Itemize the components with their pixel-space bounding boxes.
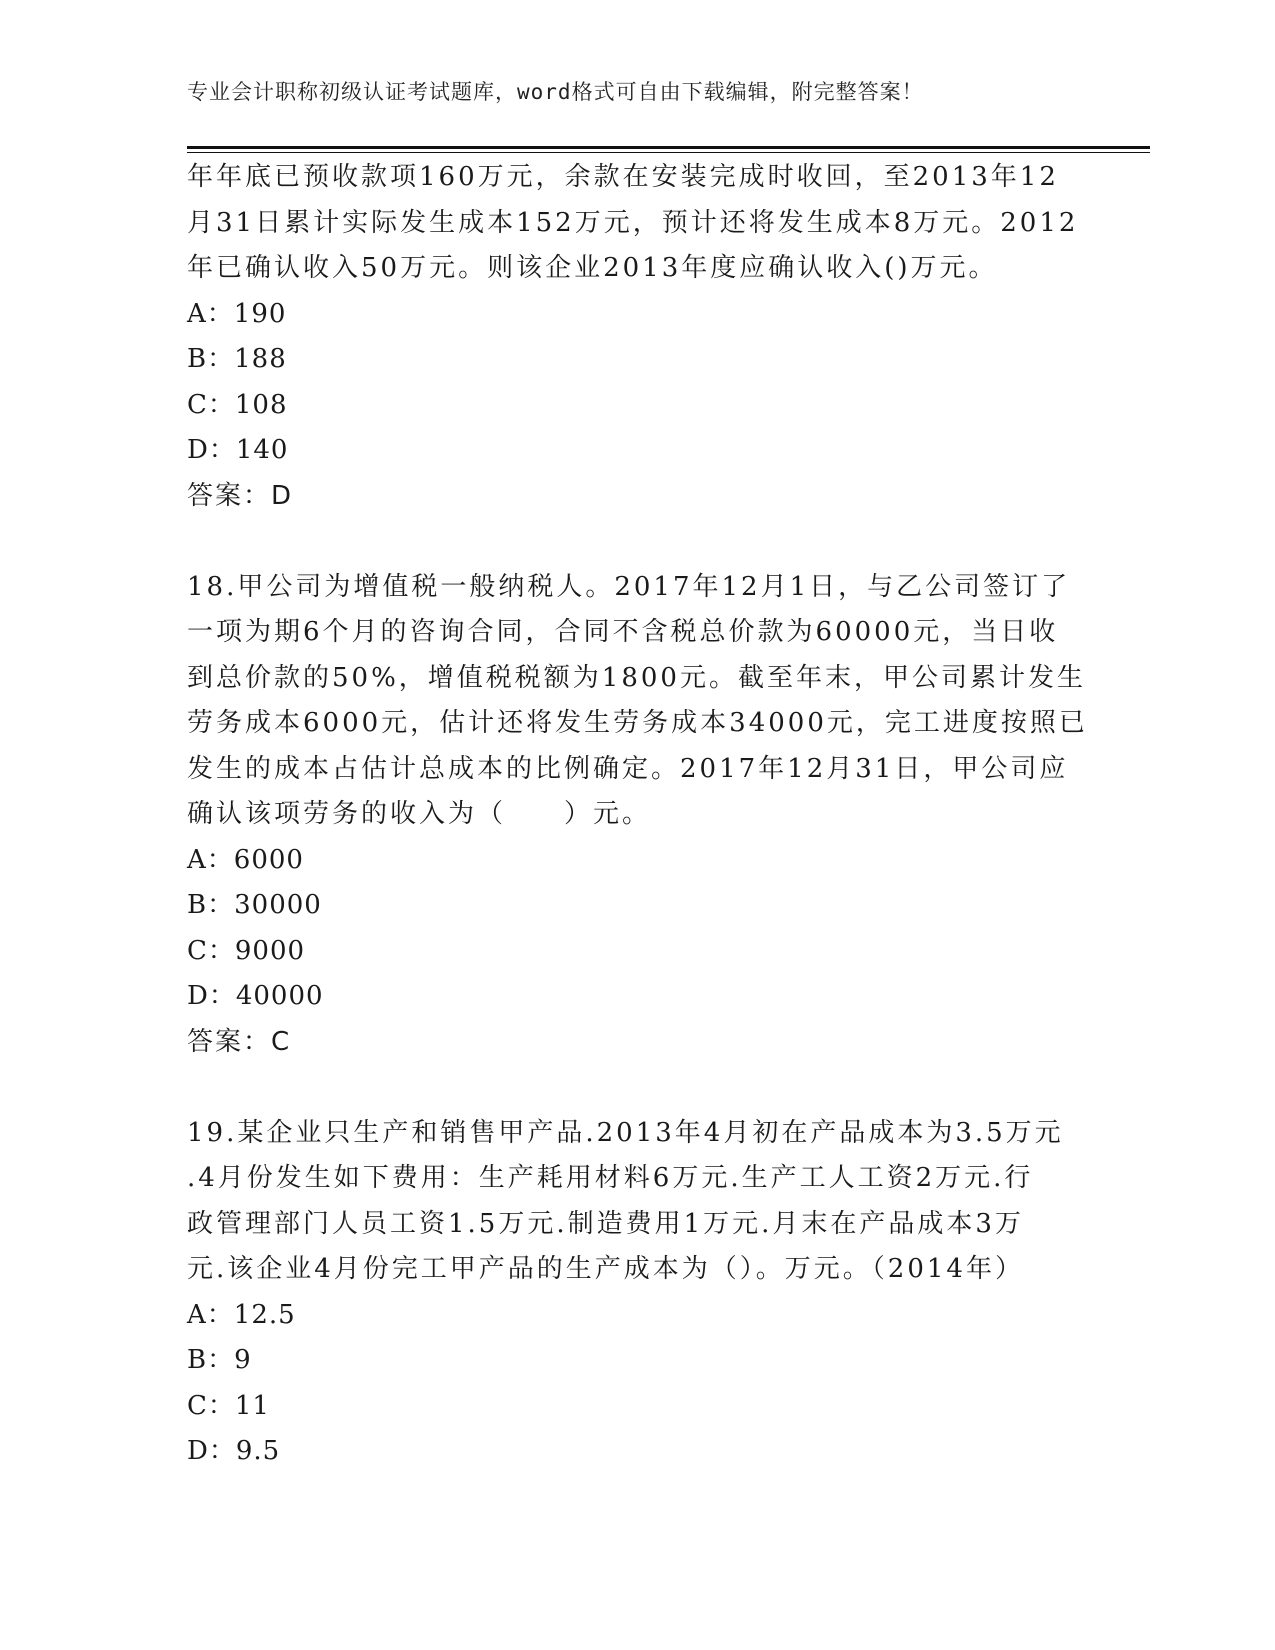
header-rule-thin xyxy=(187,152,1150,153)
answer-line: 答案：C xyxy=(187,1026,292,1057)
option-d: D：140 xyxy=(187,435,289,465)
question-text-line: 政管理部门人员工资1.5万元.制造费用1万元.月末在产品成本3万 xyxy=(187,1208,1024,1239)
option-a: A：190 xyxy=(187,298,287,329)
option-d: D：40000 xyxy=(187,981,324,1011)
option-a: A：6000 xyxy=(187,844,304,875)
question-text-line: 发生的成本占估计总成本的比例确定。2017年12月31日，甲公司应 xyxy=(187,753,1069,784)
option-d: D：9.5 xyxy=(187,1436,281,1466)
answer-line: 答案：D xyxy=(187,480,294,511)
question-text-line: .4月份发生如下费用：生产耗用材料6万元.生产工人工资2万元.行 xyxy=(187,1163,1034,1193)
question-text-line: 月31日累计实际发生成本152万元，预计还将发生成本8万元。2012 xyxy=(187,207,1079,238)
question-content xyxy=(187,155,1092,1475)
option-c: C：108 xyxy=(187,389,288,420)
question-text-line: 18.甲公司为增值税一般纳税人。2017年12月1日，与乙公司签订了 xyxy=(187,571,1071,602)
option-c: C：9000 xyxy=(187,935,306,966)
page-header: 专业会计职称初级认证考试题库，word格式可自由下载编辑，附完整答案！ xyxy=(187,80,924,104)
question-text-line: 年已确认收入50万元。则该企业2013年度应确认收入()万元。 xyxy=(187,253,998,283)
question-text-line: 元.该企业4月份完工甲产品的生产成本为（）。万元。（2014年） xyxy=(187,1254,1024,1284)
question-block-17 xyxy=(187,155,1092,519)
question-text-line: 确认该项劳务的收入为（ ）元。 xyxy=(187,799,652,829)
option-b: B：188 xyxy=(187,344,287,374)
option-a: A：12.5 xyxy=(187,1299,296,1330)
question-text-line: 劳务成本6000元，估计还将发生劳务成本34000元，完工进度按照已 xyxy=(187,708,1088,738)
question-text-line: 一项为期6个月的咨询合同，合同不含税总价款为60000元，当日收 xyxy=(187,617,1059,647)
question-block-19 xyxy=(187,1111,1092,1475)
question-text-line: 到总价款的50%，增值税税额为1800元。截至年末，甲公司累计发生 xyxy=(187,662,1086,693)
spacer xyxy=(187,1065,1092,1111)
question-text-line: 年年底已预收款项160万元，余款在安装完成时收回，至2013年12 xyxy=(187,162,1059,192)
question-text-line: 19.某企业只生产和销售甲产品.2013年4月初在产品成本为3.5万元 xyxy=(187,1117,1064,1148)
option-c: C：11 xyxy=(187,1390,270,1421)
option-b: B：9 xyxy=(187,1345,252,1375)
spacer xyxy=(187,519,1092,565)
question-block-18 xyxy=(187,565,1092,1066)
option-b: B：30000 xyxy=(187,890,322,920)
header-rule-thick xyxy=(187,146,1150,149)
